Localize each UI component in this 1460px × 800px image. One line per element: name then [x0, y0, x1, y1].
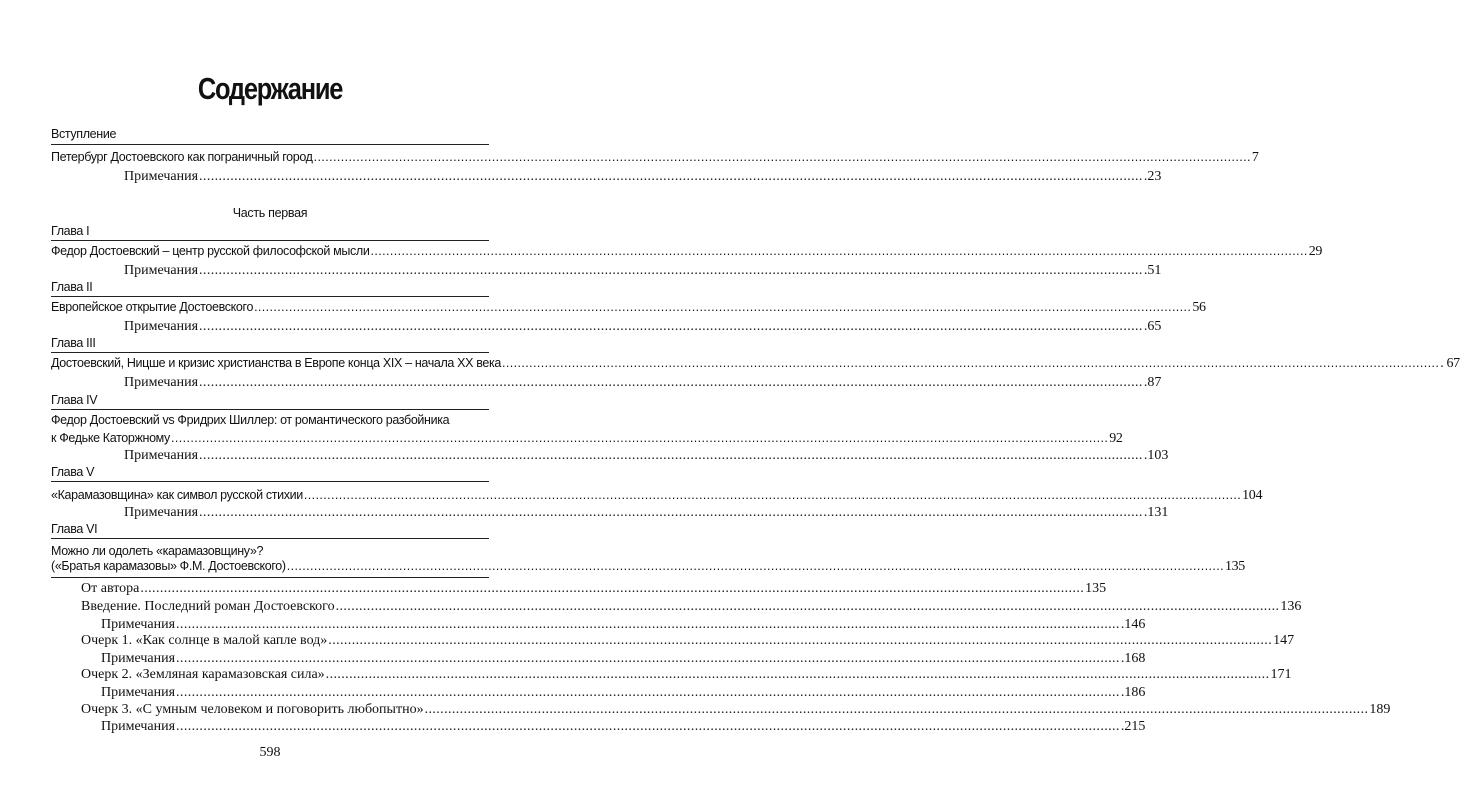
toc-entry-page: .131	[1143, 505, 1169, 520]
dot-leader	[199, 504, 1143, 522]
toc-entry-page: .23	[1143, 169, 1162, 184]
toc-subentry	[81, 666, 1292, 684]
dot-leader	[199, 318, 1143, 336]
toc-notes-entry	[124, 318, 1162, 336]
toc-entry-page: .51	[1143, 263, 1162, 278]
toc-notes-entry	[124, 447, 1169, 465]
toc-entry-page: 29	[1308, 244, 1323, 259]
toc-entry	[51, 242, 1323, 260]
toc-notes-entry	[124, 504, 1169, 522]
dot-leader	[199, 374, 1143, 392]
toc-entry-page: .215	[1120, 719, 1146, 734]
dot-leader	[314, 148, 1251, 166]
toc-entry-page: 104	[1242, 488, 1263, 503]
toc-entry	[51, 429, 1123, 447]
chapter-heading: Глава III	[51, 336, 96, 350]
dot-leader	[287, 557, 1224, 575]
dot-leader	[176, 718, 1120, 736]
toc-entry-title: «Карамазовщина» как символ русской стихии	[51, 488, 303, 502]
toc-entry-title: Очерк 1. «Как солнце в малой капле вод»	[81, 633, 328, 648]
toc-entry-title: («Братья карамазовы» Ф.М. Достоевского)	[51, 559, 286, 573]
toc-entry-page: 7	[1251, 150, 1259, 165]
dot-leader	[176, 684, 1120, 702]
toc-entry-title: Примечания	[124, 375, 199, 390]
toc-entry-page: .87	[1143, 375, 1162, 390]
toc-notes-entry	[124, 262, 1162, 280]
toc-notes-entry	[101, 684, 1146, 702]
dot-leader	[199, 447, 1143, 465]
dot-leader	[304, 486, 1241, 504]
toc-entry-title: Примечания	[101, 651, 176, 666]
toc-entry	[51, 486, 1263, 504]
toc-subentry	[81, 701, 1391, 719]
divider-rule	[51, 352, 489, 353]
dot-leader	[371, 242, 1308, 260]
toc-entry-page: 92	[1109, 431, 1123, 446]
toc-notes-entry	[124, 374, 1162, 392]
part-heading: Часть первая	[232, 206, 308, 220]
chapter-heading: Глава IV	[51, 393, 98, 407]
toc-entry-title: Европейское открытие Достоевского	[51, 300, 254, 314]
toc-entry-page: 135	[1224, 559, 1245, 574]
toc-entry-title: От автора	[81, 581, 140, 596]
toc-entry-page: 171	[1270, 667, 1292, 682]
chapter-heading: Глава VI	[51, 522, 98, 536]
divider-rule	[51, 240, 489, 241]
chapter-heading: Глава I	[51, 224, 90, 238]
toc-entry	[51, 354, 1460, 372]
toc-entry-title: Примечания	[124, 505, 199, 520]
dot-leader	[502, 354, 1439, 372]
dot-leader	[140, 580, 1084, 598]
toc-entry-title: Очерк 2. «Земляная карамазовская сила»	[81, 667, 325, 682]
dot-leader	[199, 168, 1143, 186]
toc-entry-page: 56	[1192, 300, 1206, 315]
toc-entry-title: Очерк 3. «С умным человеком и поговорить любопытно»	[81, 702, 424, 717]
toc-entry-title: Примечания	[101, 719, 176, 734]
toc-entry-title: Примечания	[124, 319, 199, 334]
divider-rule	[51, 577, 489, 578]
toc-notes-entry	[101, 718, 1146, 736]
toc-entry-title: Примечания	[101, 685, 176, 700]
toc-subentry	[81, 598, 1302, 616]
toc-entry-title: к Федьке Каторжному	[51, 431, 170, 445]
toc-entry-page: . 67	[1440, 356, 1460, 371]
dot-leader	[326, 666, 1270, 684]
dot-leader	[171, 429, 1108, 447]
toc-entry-page: .65	[1143, 319, 1162, 334]
dot-leader	[199, 262, 1143, 280]
dot-leader	[336, 598, 1280, 616]
toc-entry-title: Примечания	[101, 617, 176, 632]
dot-leader	[254, 298, 1191, 316]
toc-subentry	[81, 632, 1295, 650]
page-number: 598	[259, 745, 281, 760]
toc-entry-title: Петербург Достоевского как пограничный город	[51, 150, 313, 164]
divider-rule	[51, 538, 489, 539]
toc-entry	[51, 148, 1259, 166]
chapter-heading: Глава V	[51, 465, 95, 479]
dot-leader	[425, 701, 1369, 719]
toc-entry	[51, 298, 1206, 316]
toc-entry-page: 189	[1369, 702, 1391, 717]
toc-entry-title: Примечания	[124, 263, 199, 278]
toc-entry-page: .168	[1120, 651, 1146, 666]
toc-entry-page: 136	[1280, 599, 1302, 614]
dot-leader	[328, 632, 1272, 650]
divider-rule	[51, 409, 489, 410]
toc-entry-title: Примечания	[124, 169, 199, 184]
toc-subentry	[81, 580, 1107, 598]
toc-entry-page: .146	[1120, 617, 1146, 632]
toc-entry-title: Примечания	[124, 448, 199, 463]
divider-rule	[51, 296, 489, 297]
divider-rule	[51, 481, 489, 482]
toc-entry-page: .186	[1120, 685, 1146, 700]
section-heading-intro: Вступление	[51, 127, 117, 141]
chapter-heading: Глава II	[51, 280, 93, 294]
toc-entry-first-line: Можно ли одолеть «карамазовщину»?	[51, 544, 264, 558]
toc-entry-page: 147	[1273, 633, 1295, 648]
page-title: Содержание	[197, 71, 343, 106]
toc-entry-title: Введение. Последний роман Достоевского	[81, 599, 335, 614]
toc-notes-entry	[124, 168, 1162, 186]
toc-entry-page: .103	[1143, 448, 1169, 463]
toc-entry-page: 135	[1085, 581, 1107, 596]
divider-rule	[51, 144, 489, 145]
toc-entry	[51, 557, 1245, 575]
toc-entry-first-line: Федор Достоевский vs Фридрих Шиллер: от романтического разбойника	[51, 413, 450, 427]
toc-entry-title: Федор Достоевский – центр русской философской мысли	[51, 244, 370, 258]
toc-entry-title: Достоевский, Ницше и кризис христианства в Европе конца XIX – начала XX века	[51, 356, 501, 370]
